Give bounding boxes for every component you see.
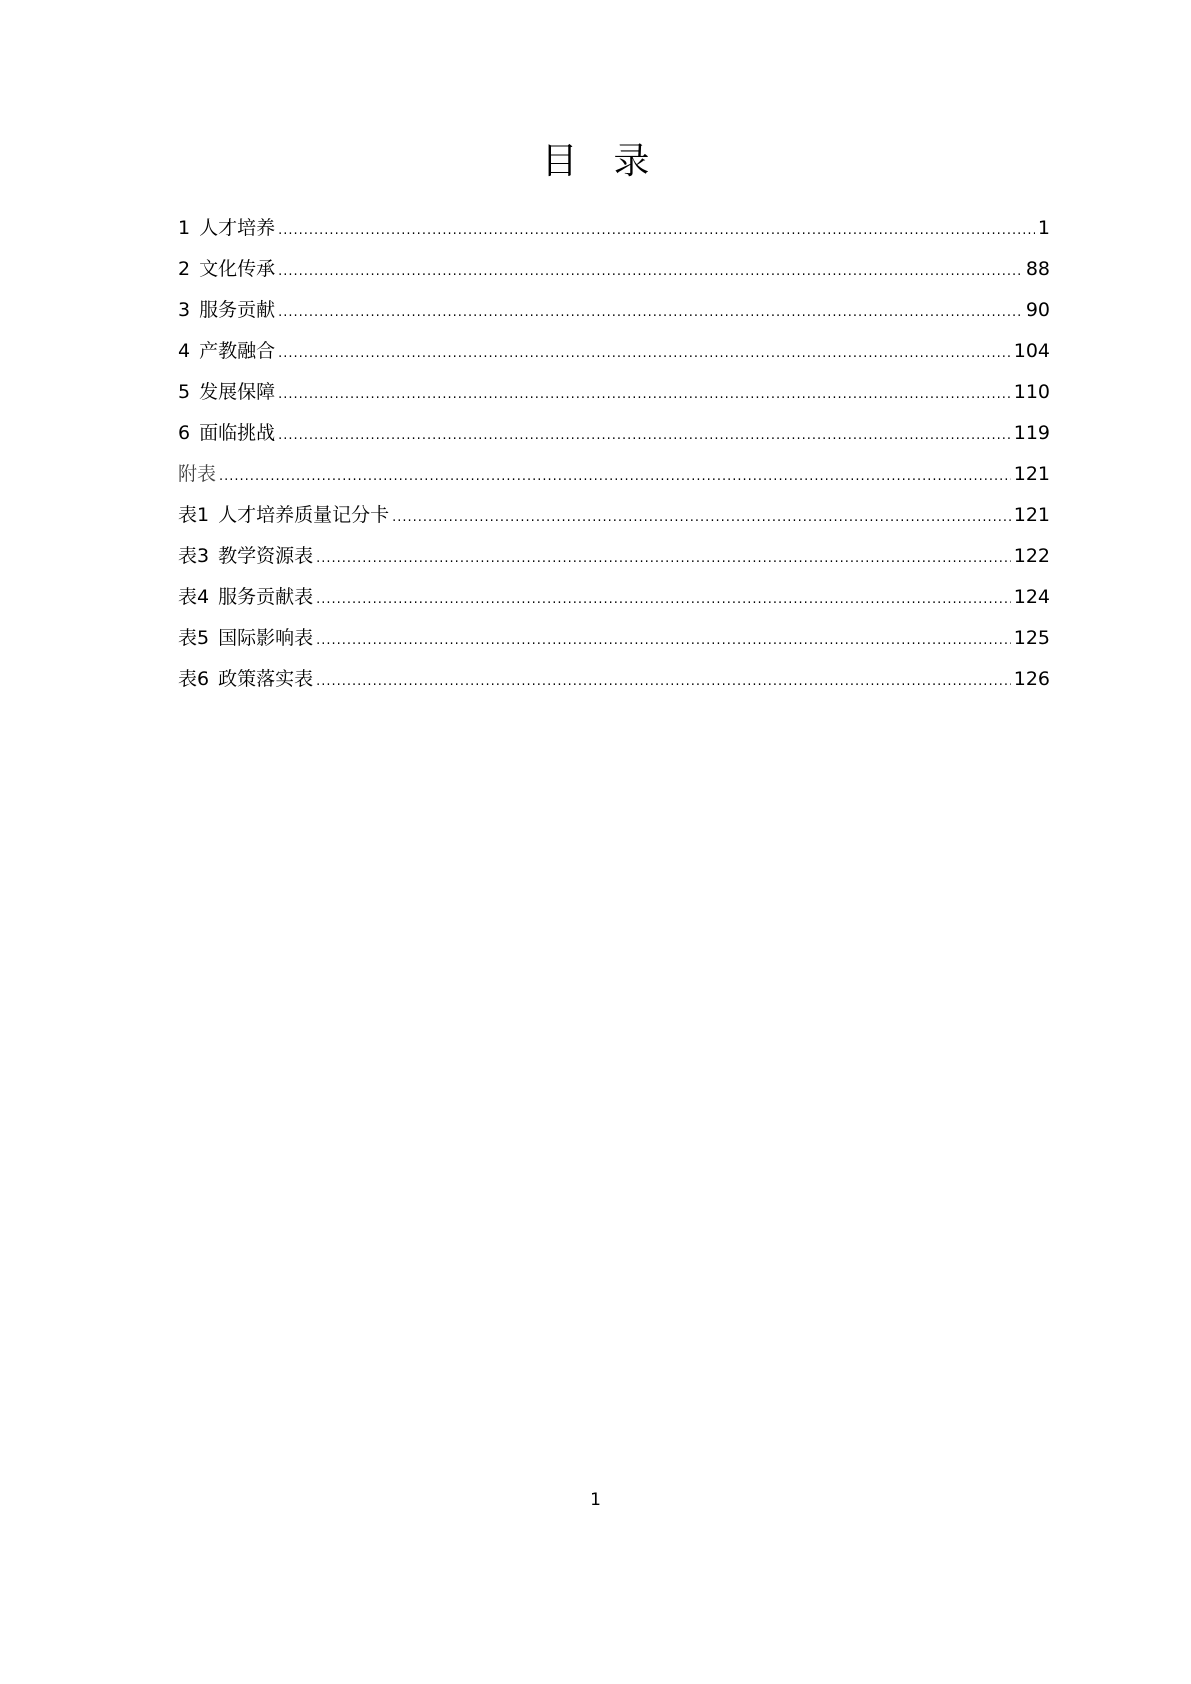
toc-entry-number: 表4 [178, 586, 210, 608]
toc-entry-number: 6 [178, 422, 191, 444]
toc-entry-page: 88 [1025, 258, 1050, 280]
toc-entry-number: 4 [178, 340, 191, 362]
toc-entry-label: 服务贡献表 [218, 586, 314, 608]
toc-entry-table4[interactable] [178, 577, 1050, 618]
toc-entry-label: 政策落实表 [218, 668, 314, 690]
toc-entry-table5[interactable] [178, 618, 1050, 659]
toc-entry-fuWuGongXian[interactable] [178, 290, 1050, 331]
toc-entry-label: 产教融合 [199, 340, 276, 362]
page-number: 1 [590, 1490, 601, 1510]
toc-entry-label: 面临挑战 [199, 422, 276, 444]
toc-entry-page: 121 [1013, 504, 1050, 526]
toc-entry-page: 125 [1013, 627, 1050, 649]
toc-entry-label: 国际影响表 [218, 627, 314, 649]
toc-entry-label: 人才培养 [199, 217, 276, 239]
toc-entry-chanJiaoRongHe[interactable] [178, 331, 1050, 372]
toc-entry-page: 90 [1025, 299, 1050, 321]
toc-entry-page: 1 [1037, 217, 1050, 239]
toc-entry-table6[interactable] [178, 659, 1050, 700]
toc-entry-faZhanBaoZhang[interactable] [178, 372, 1050, 413]
toc-entry-renCaiPeiYang[interactable] [178, 208, 1050, 249]
toc-entry-label: 文化传承 [199, 258, 276, 280]
toc-leader-dots [278, 210, 1035, 251]
toc-entry-wenHuaChuanCheng[interactable] [178, 249, 1050, 290]
toc-leader-dots [278, 292, 1023, 333]
toc-entry-number: 表3 [178, 545, 210, 567]
toc-entry-page: 124 [1013, 586, 1050, 608]
toc-leader-dots [219, 456, 1011, 497]
toc-entry-page: 119 [1013, 422, 1050, 444]
toc-entry-number: 表1 [178, 504, 210, 526]
toc-leader-dots [278, 333, 1011, 374]
toc-list [178, 208, 1050, 700]
toc-entry-label: 人才培养质量记分卡 [218, 504, 390, 526]
toc-leader-dots [316, 620, 1011, 661]
toc-entry-page: 104 [1013, 340, 1050, 362]
toc-entry-number: 表5 [178, 627, 210, 649]
toc-entry-fuBiao[interactable] [178, 454, 1050, 495]
toc-entry-number: 3 [178, 299, 191, 321]
toc-entry-page: 122 [1013, 545, 1050, 567]
toc-leader-dots [316, 661, 1011, 702]
toc-leader-dots [278, 415, 1011, 456]
toc-entry-page: 121 [1013, 463, 1050, 485]
toc-title-char: 目 [541, 141, 578, 182]
toc-leader-dots [316, 579, 1011, 620]
toc-entry-label: 教学资源表 [218, 545, 314, 567]
toc-entry-page: 126 [1013, 668, 1050, 690]
toc-entry-table1[interactable] [178, 495, 1050, 536]
toc-entry-number: 2 [178, 258, 191, 280]
toc-entry-label: 附表 [178, 463, 217, 485]
toc-entry-label: 发展保障 [199, 381, 276, 403]
toc-leader-dots [316, 538, 1011, 579]
toc-entry-number: 5 [178, 381, 191, 403]
toc-entry-number: 1 [178, 217, 191, 239]
toc-leader-dots [278, 374, 1011, 415]
toc-leader-dots [392, 497, 1011, 538]
toc-entry-mianLinTiaoZhan[interactable] [178, 413, 1050, 454]
toc-entry-table3[interactable] [178, 536, 1050, 577]
toc-entry-number: 表6 [178, 668, 210, 690]
toc-title [0, 138, 1191, 186]
toc-title-char: 录 [613, 141, 650, 182]
toc-leader-dots [278, 251, 1023, 292]
toc-entry-page: 110 [1013, 381, 1050, 403]
toc-entry-label: 服务贡献 [199, 299, 276, 321]
